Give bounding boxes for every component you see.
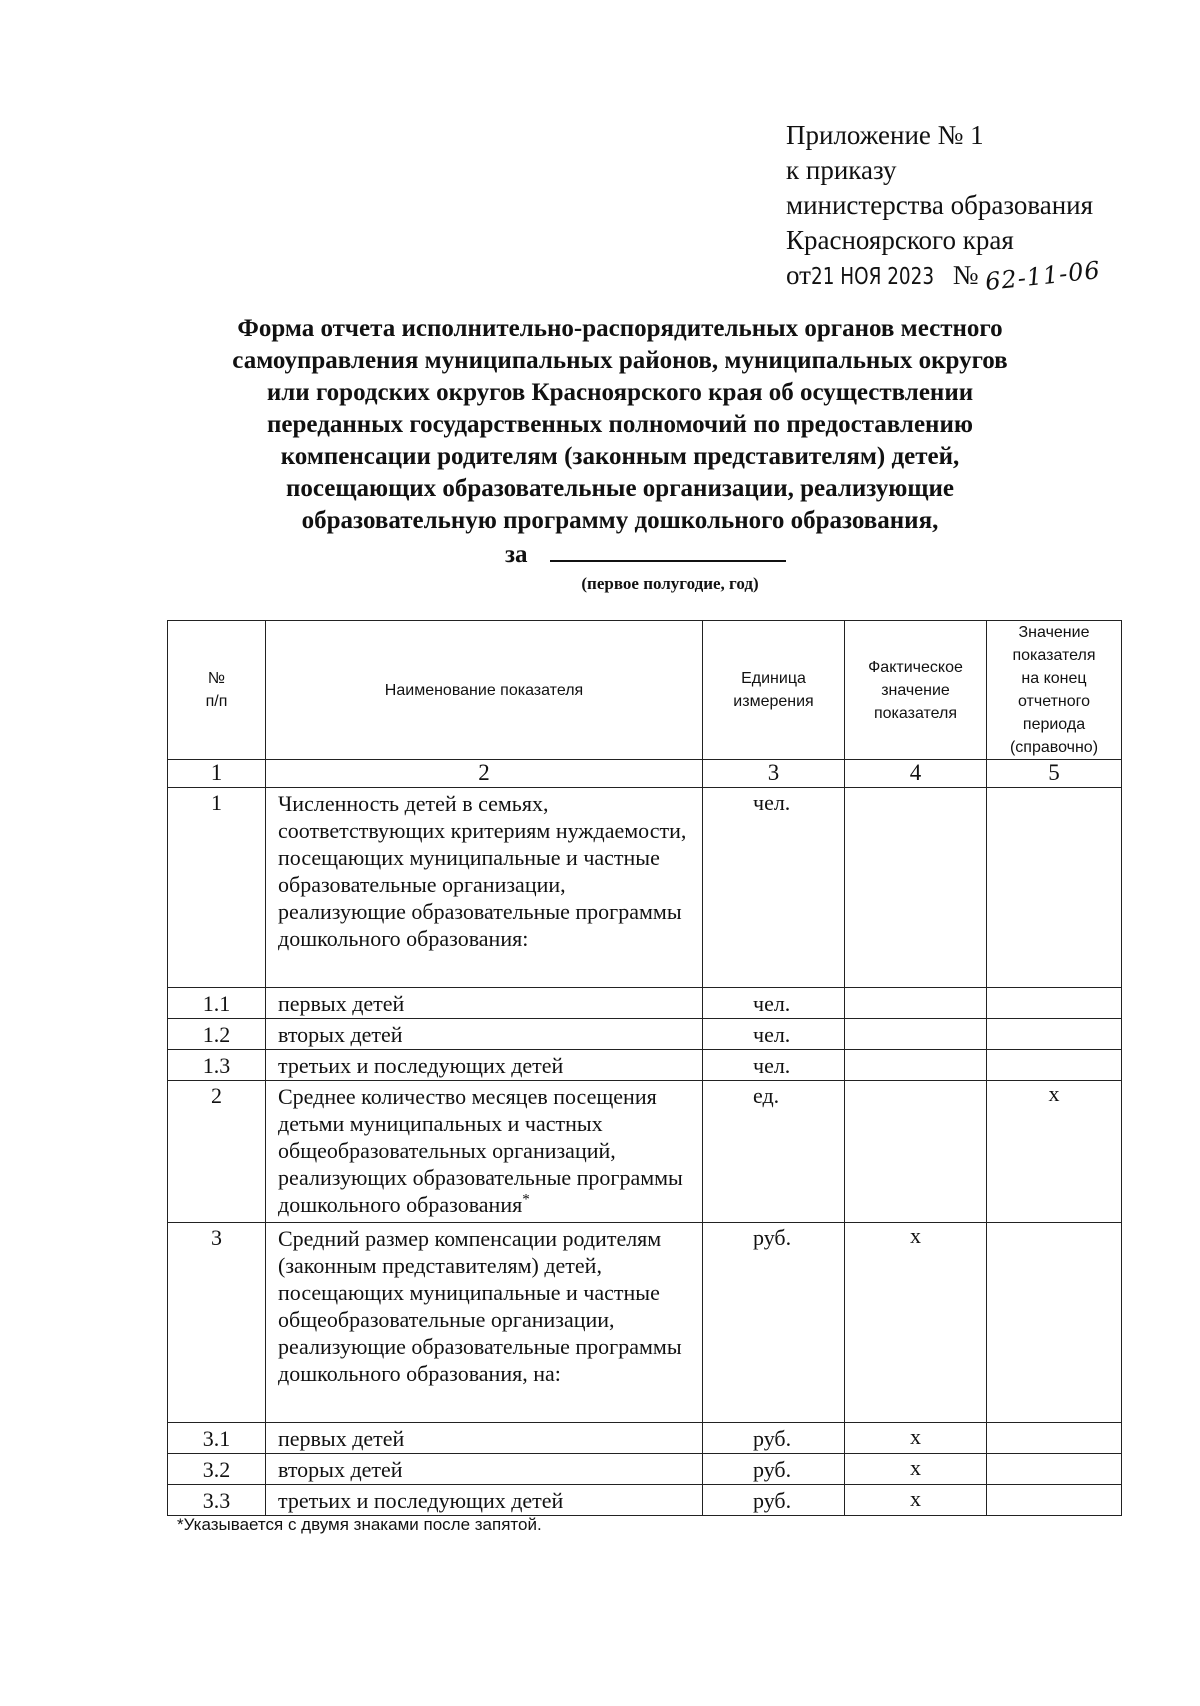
row-end[interactable] [987,1423,1122,1454]
table-row [168,1423,1122,1454]
header-num [168,621,266,760]
row-actual: х [845,1223,987,1423]
table-row [168,1019,1122,1050]
row-actual[interactable] [845,1081,987,1223]
period-prefix: за [505,541,528,568]
row-unit: руб. [703,1454,845,1485]
footnote-asterisk: * [522,1191,530,1208]
table-row [168,1081,1122,1223]
header-actual [845,621,987,760]
column-number: 4 [845,760,987,788]
row-num: 3.3 [168,1485,266,1516]
row-num: 3.1 [168,1423,266,1454]
number-sign: № [952,260,979,290]
row-name: вторых детей [266,1454,703,1485]
header-end-value-text: Значение показателя на конец отчетного периода (справочно) [1009,624,1099,756]
row-actual[interactable] [845,1019,987,1050]
row-end[interactable] [987,1019,1122,1050]
table-row [168,788,1122,988]
row-num: 1.2 [168,1019,266,1050]
header-unit-text: Единица измерения [733,670,814,710]
handwritten-order-number: 62-11-06 [983,256,1102,296]
row-unit: чел. [703,1019,845,1050]
row-end[interactable] [987,988,1122,1019]
title-line: или городских округов Красноярского края об осуществлении [266,379,974,406]
table-row [168,1223,1122,1423]
table-row [168,1050,1122,1081]
table-row [168,1454,1122,1485]
row-name: третьих и последующих детей [266,1485,703,1516]
header-name-text: Наименование показателя [384,681,584,699]
title-line: самоуправления муниципальных районов, муниципальных округов [232,347,1008,374]
appendix-line-3: министерства образования [786,190,1094,220]
table-row [168,1485,1122,1516]
row-name [266,1081,703,1223]
row-unit: чел. [703,988,845,1019]
period-hint: (первое полугодие, год) [581,574,759,593]
header-actual-text: Фактическое значение показателя [868,658,963,722]
report-period [505,540,805,569]
row-name: Средний размер компенсации родителям (законным представителям) детей, посещающих муниципальные и частные общеобразовательные организации, реализующие образовательные программы дошкольного образования, на: [266,1223,703,1423]
row-end: х [987,1081,1122,1223]
row-num: 1.3 [168,1050,266,1081]
column-number: 1 [168,760,266,788]
row-end[interactable] [987,1454,1122,1485]
row-unit: ед. [703,1081,845,1223]
footnote: *Указывается с двумя знаками после запятой. [177,1515,542,1534]
period-blank-field[interactable] [550,540,786,562]
date-stamp: 21 НОЯ 2023 [810,264,935,290]
row-name: третьих и последующих детей [266,1050,703,1081]
row-num: 3.2 [168,1454,266,1485]
appendix-line-4: Красноярского края [786,225,1014,255]
row-num: 3 [168,1223,266,1423]
row-unit: руб. [703,1423,845,1454]
title-line: переданных государственных полномочий по предоставлению [267,411,973,438]
row-actual[interactable] [845,788,987,988]
row-end[interactable] [987,1050,1122,1081]
row-name: первых детей [266,1423,703,1454]
header-end-value [987,621,1122,760]
row-name-text: Среднее количество месяцев посещения детьми муниципальных и частных общеобразовательных организаций, реализующих образовательные программы дошкольного образования [278,1084,683,1217]
row-actual: х [845,1485,987,1516]
row-unit: чел. [703,788,845,988]
row-num: 2 [168,1081,266,1223]
row-num: 1 [168,788,266,988]
column-number: 2 [266,760,703,788]
row-name: первых детей [266,988,703,1019]
row-end[interactable] [987,1485,1122,1516]
row-name: Численность детей в семьях, соответствующих критериям нуждаемости, посещающих муниципальные и частные образовательные организации, реализующие образовательные программы дошкольного образования: [266,788,703,988]
row-unit: руб. [703,1223,845,1423]
row-num: 1.1 [168,988,266,1019]
order-from: от [786,260,811,290]
form-title [160,313,1080,537]
title-line: компенсации родителям (законным представителям) детей, [280,443,960,470]
appendix-line-2: к приказу [786,155,897,185]
header-unit [703,621,845,760]
row-actual[interactable] [845,1050,987,1081]
row-end[interactable] [987,1223,1122,1423]
row-name: вторых детей [266,1019,703,1050]
row-actual: х [845,1423,987,1454]
title-line: Форма отчета исполнительно-распорядительных органов местного [237,315,1003,342]
row-unit: руб. [703,1485,845,1516]
title-line: посещающих образовательные организации, реализующие [285,475,954,502]
column-number: 5 [987,760,1122,788]
row-actual[interactable] [845,988,987,1019]
appendix-block [786,118,1166,295]
column-number: 3 [703,760,845,788]
header-num-text: № п/п [205,670,228,710]
row-unit: чел. [703,1050,845,1081]
row-end[interactable] [987,788,1122,988]
table-header-row [168,621,1122,760]
order-date-number [786,258,1166,295]
title-line: образовательную программу дошкольного образования, [301,507,939,534]
column-number-row [168,760,1122,788]
row-actual: х [845,1454,987,1485]
header-name [266,621,703,760]
appendix-line-1: Приложение № 1 [786,120,984,150]
table-row [168,988,1122,1019]
report-table [167,620,1122,1516]
